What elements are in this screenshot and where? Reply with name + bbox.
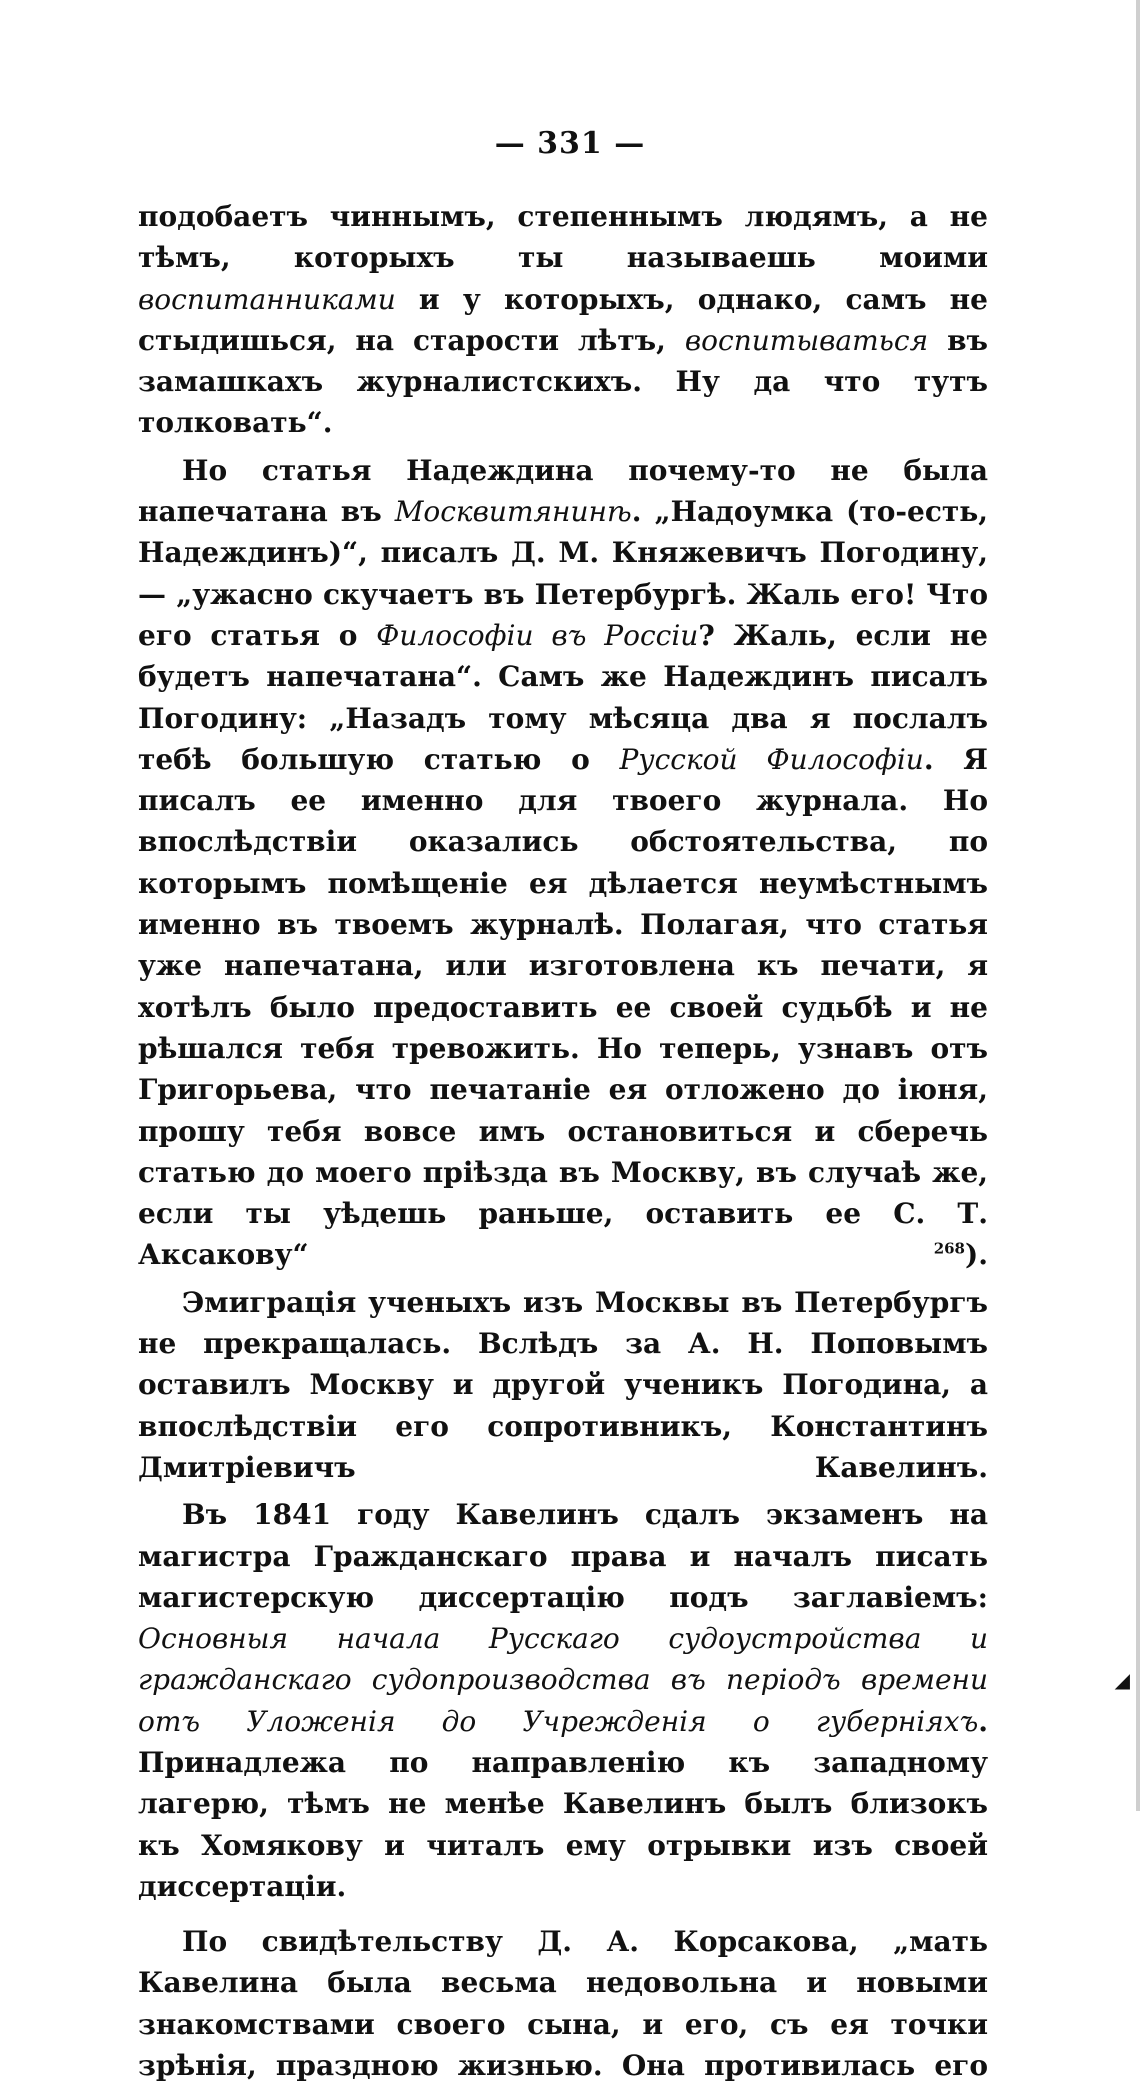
text-run: и у которыхъ, однако, самъ не стыдишься, на старости лѣтъ,	[138, 282, 988, 357]
text-run: ).	[965, 1238, 988, 1272]
italic-title: Философіи въ Россіи	[376, 618, 699, 652]
paragraph-1	[138, 196, 988, 444]
italic-title: воспитываться	[684, 323, 929, 357]
paragraph-4	[138, 1494, 988, 1907]
text-run: . Я писалъ ее именно для твоего журнала. Но впослѣдствіи оказались обстоятельства, по которымъ помѣщеніе ея дѣлается неумѣстнымъ именно въ твоемъ журналѣ. Полагая, что статья уже напечатана, или изготовлена къ печати, я хотѣлъ было предоставить ее своей судьбѣ и не рѣшался тебя тревожить. Но теперь, узнавъ отъ Григорьева, что печатаніе ея отложено до іюня, прошу тебя вовсе имъ остановиться и сберечь статью до моего пріѣзда въ Москву, въ случаѣ же, если ты уѣдешь раньше, оставить ее С. Т. Аксакову“	[138, 742, 988, 1272]
paragraph-3	[138, 1282, 988, 1488]
page-edge-divider	[1136, 0, 1140, 1811]
text-run: По свидѣтельству Д. А. Корсакова, „мать Кавелина была весьма недовольна и новыми знакомствами своего сына, и его, съ ея точки зрѣнія, праздною жизнью. Она противилась его	[138, 1925, 988, 2083]
text-run: въ замашкахъ журналистскихъ. Ну да что тутъ толковать“.	[138, 323, 989, 440]
text-run: . „Надоумка (то-есть, Надеждинъ)“, писалъ Д. М. Княжевичъ Погодину, — „ужасно скучаетъ въ Петербургѣ. Жаль его! Что его статья о	[138, 495, 988, 652]
italic-title: воспитанниками	[138, 282, 396, 316]
italic-title: Русской Философіи	[619, 742, 924, 776]
margin-mark-icon: ◢	[1114, 1668, 1130, 1692]
footnote-ref: 268	[933, 1240, 965, 1259]
text-run: . Принадлежа по направленію къ западному лагерю, тѣмъ не менѣе Кавелинъ былъ близокъ къ Хомякову и читалъ ему отрывки изъ своей диссертаціи.	[138, 1704, 988, 1903]
italic-title: Москвитянинѣ	[394, 495, 632, 529]
page-number: — 331 —	[494, 126, 646, 161]
text-run: Эмиграція ученыхъ изъ Москвы въ Петербургъ не прекращалась. Вслѣдъ за А. Н. Поповымъ оставилъ Москву и другой ученикъ Погодина, а впослѣдствіи его сопротивникъ, Константинъ Дмитріевичъ Кавелинъ.	[138, 1285, 988, 1484]
text-run: Въ 1841 году Кавелинъ сдалъ экзаменъ на магистра Гражданскаго права и началъ писать магистерскую диссертацію подъ заглавіемъ:	[138, 1498, 988, 1614]
body-text	[138, 196, 988, 2086]
italic-title: Основныя начала Русскаго судоустройства и гражданскаго судопроизводства въ періодъ времени отъ Уложенія до Учрежденія о губерніяхъ	[138, 1622, 988, 1738]
text-run: Но статья Надеждина почему-то не была напечатана въ	[138, 453, 988, 529]
text-run: подобаетъ чиннымъ, степеннымъ людямъ, а не тѣмъ, которыхъ ты называешь моими	[138, 200, 988, 275]
paragraph-5	[138, 1921, 988, 2086]
paragraph-2	[138, 450, 988, 1276]
text-run: ? Жаль, если не будетъ напечатана“. Самъ же Надеждинъ писалъ Погодину: „Назадъ тому мѣсяца два я послалъ тебѣ большую статью о	[138, 618, 988, 776]
